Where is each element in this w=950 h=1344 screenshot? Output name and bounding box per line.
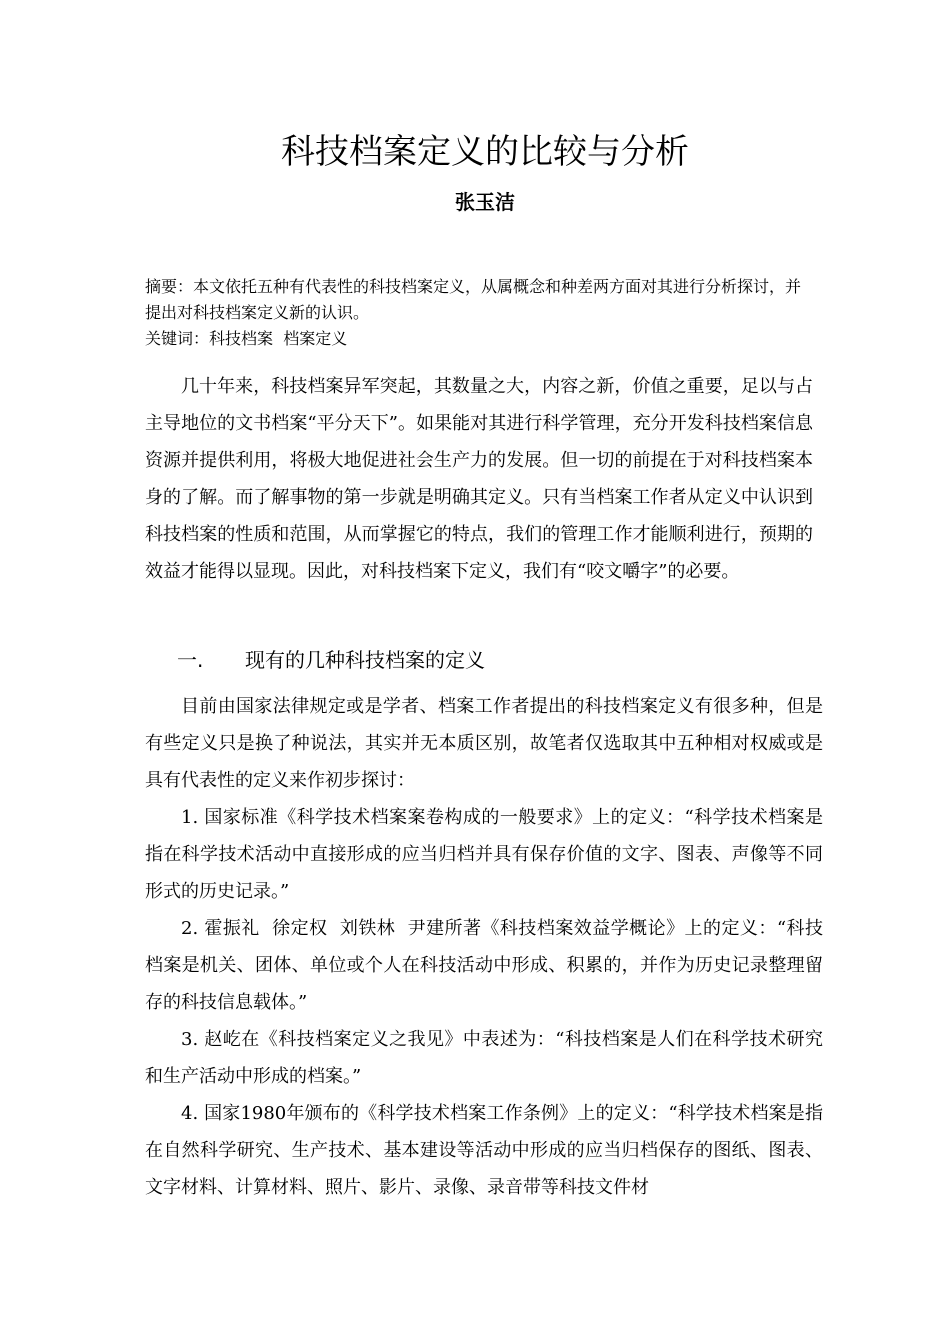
definition-item-1: 1. 国家标准《科学技术档案案卷构成的一般要求》上的定义：“科学技术档案是指在科学技术活动中直接形成的应当归档并具有保存价值的文字、图表、声像等不同形式的历史记录。” bbox=[145, 807, 823, 902]
section-heading bbox=[177, 644, 485, 676]
keywords-label: 关键词： bbox=[145, 329, 210, 348]
abstract bbox=[145, 274, 815, 326]
intro-paragraph: 几十年来，科技档案异军突起，其数量之大，内容之新，价值之重要，足以与占主导地位的文书档案“平分天下”。如果能对其进行科学管理，充分开发科技档案信息资源并提供利用，将极大地促进社会生产力的发展。但一切的前提在于对科技档案本身的了解。而了解事物的第一步就是明确其定义。只有当档案工作者从定义中认识到科技档案的性质和范围，从而掌握它的特点，我们的管理工作才能顺利进行，预期的效益才能得以显现。因此，对科技档案下定义，我们有“咬文嚼字”的必要。 bbox=[145, 376, 813, 582]
keywords bbox=[145, 326, 815, 352]
keywords-text: 科技档案 档案定义 bbox=[209, 329, 348, 348]
definition-item-2: 2. 霍振礼 徐定权 刘铁林 尹建所著《科技档案效益学概论》上的定义：“科技档案是机关、团体、单位或个人在科技活动中形成、积累的，并作为历史记录整理留存的科技信息载体。” bbox=[145, 918, 823, 1013]
section-paragraph: 目前由国家法律规定或是学者、档案工作者提出的科技档案定义有很多种，但是有些定义只是换了种说法，其实并无本质区别，故笔者仅选取其中五种相对权威或是具有代表性的定义来作初步探讨： bbox=[145, 696, 823, 791]
section-title: 现有的几种科技档案的定义 bbox=[245, 648, 485, 672]
definition-item-4: 4. 国家1980年颁布的《科学技术档案工作条例》上的定义：“科学技术档案是指在自然科学研究、生产技术、基本建设等活动中形成的应当归档保存的图纸、图表、文字材料、计算材料、照片、影片、录像、录音带等科技文件材 bbox=[145, 1103, 823, 1198]
section-body bbox=[145, 688, 823, 1206]
definition-item-3: 3. 赵屹在《科技档案定义之我见》中表述为：“科技档案是人们在科学技术研究和生产活动中形成的档案。” bbox=[145, 1029, 823, 1087]
abstract-text: 本文依托五种有代表性的科技档案定义，从属概念和种差两方面对其进行分析探讨，并提出对科技档案定义新的认识。 bbox=[145, 277, 802, 322]
section-number: 一. bbox=[177, 648, 204, 672]
abstract-label: 摘要： bbox=[145, 277, 194, 296]
page-title: 科技档案定义的比较与分析 bbox=[281, 132, 689, 172]
author-name: 张玉洁 bbox=[455, 190, 515, 214]
intro-section bbox=[145, 368, 813, 590]
